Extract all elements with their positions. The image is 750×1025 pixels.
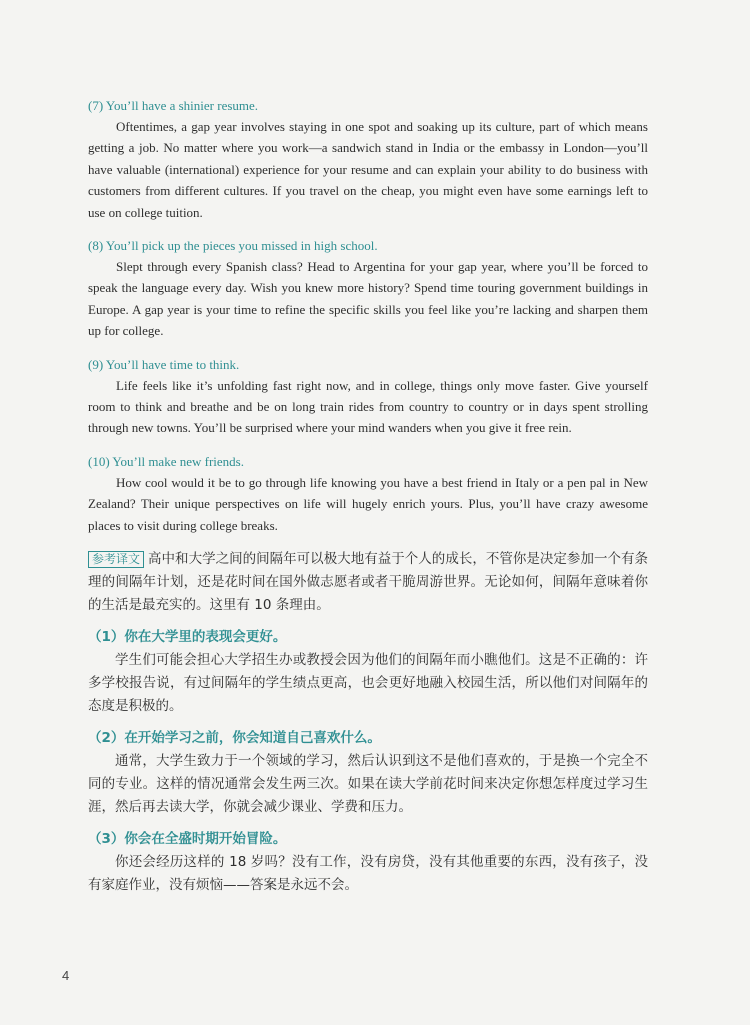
translation-paragraph: 学生们可能会担心大学招生办或教授会因为他们的间隔年而小瞧他们。这是不正确的：许多学校报告说，有过间隔年的学生绩点更高，也会更好地融入校园生活，所以他们对间隔年的态度是积极的。 [88,652,648,715]
section-heading: (10) You’ll make new friends. [88,453,244,469]
english-section-10 [88,451,648,536]
translation-intro-text: 高中和大学之间的间隔年可以极大地有益于个人的成长，不管你是决定参加一个有条理的间隔年计划，还是花时间在国外做志愿者或者干脆周游世界。无论如何，间隔年意味着你的生活是最充实的。这里有 10 条理由。 [88,551,648,614]
translation-heading: （2）在开始学习之前，你会知道自己喜欢什么。 [88,730,381,747]
translation-block [88,548,648,897]
translation-section-1 [88,626,648,718]
section-paragraph: How cool would it be to go through life knowing you have a best friend in Italy or a pen pal in New Zealand? Their unique perspectives on life will hugely enrich yours. Plus, you’ll have crazy awesome places to visit during college breaks. [88,474,648,533]
translation-paragraph: 你还会经历这样的 18 岁吗？没有工作，没有房贷，没有其他重要的东西，没有孩子，没有家庭作业，没有烦恼——答案是永远不会。 [88,854,648,894]
english-section-8 [88,235,648,342]
section-paragraph: Life feels like it’s unfolding fast right now, and in college, things only move faster. Give yourself room to think and breathe and be on long train rides from country to country or in days spent strolling through new towns. You’ll be surprised where your mind wanders when you give it free rein. [88,377,648,436]
page-content [88,95,648,897]
page-number: 4 [62,968,70,983]
section-heading: (8) You’ll pick up the pieces you missed in high school. [88,238,378,254]
translation-paragraph: 通常，大学生致力于一个领域的学习，然后认识到这不是他们喜欢的，于是换一个完全不同的专业。这样的情况通常会发生两三次。如果在读大学前花时间来决定你想怎样度过学习生涯，然后再去读大学，你就会减少课业、学费和压力。 [88,753,648,816]
english-section-9 [88,354,648,439]
translation-section-3 [88,828,648,897]
translation-section-2 [88,727,648,819]
section-paragraph: Slept through every Spanish class? Head to Argentina for your gap year, where you’ll be forced to speak the language every day. Wish you knew more history? Spend time touring government buildings in Europe. A gap year is your time to refine the specific skills you feel like you’re lacking and sharpen them up for college. [88,259,648,339]
translation-intro-paragraph [88,548,648,617]
reference-translation-tag: 参考译文 [88,551,144,568]
translation-heading: （1）你在大学里的表现会更好。 [88,629,287,646]
section-heading: (7) You’ll have a shinier resume. [88,98,259,113]
section-paragraph: Oftentimes, a gap year involves staying in one spot and soaking up its culture, part of which means getting a job. No matter where you work—a sandwich stand in India or the embassy in London—you’ll have valuable (international) experience for your resume and can explain your ability to do business with customers from different cultures. If you travel on the cheap, you might even have some earnings left to use on college tuition. [88,119,648,220]
translation-heading: （3）你会在全盛时期开始冒险。 [88,831,287,848]
section-heading: (9) You’ll have time to think. [88,356,240,372]
english-section-7 [88,95,648,223]
